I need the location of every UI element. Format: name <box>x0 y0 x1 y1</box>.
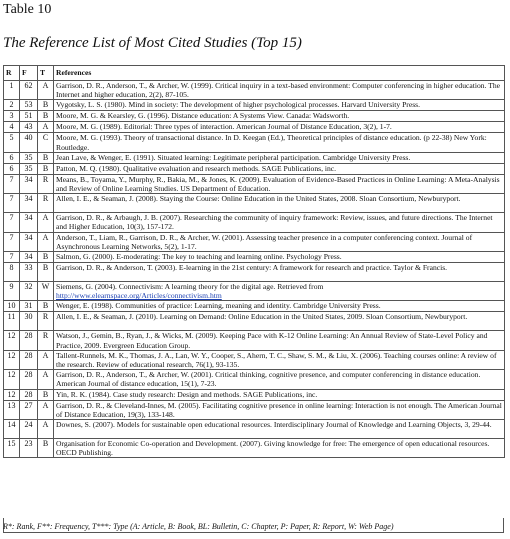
table-row <box>4 420 505 439</box>
type-cell: R <box>38 194 54 213</box>
reference-cell <box>54 331 505 350</box>
frequency-cell: 34 <box>20 252 38 263</box>
type-cell: C <box>38 133 54 152</box>
table-row <box>4 400 505 419</box>
table-number: Table 10 <box>3 2 52 17</box>
reference-text: Garrison, D. R., & Cleveland-Innes, M. (2005). Facilitating cognitive presence in online learning: Interaction is not enough. The American Journal of Distance Education, 19(3), 133-148. <box>56 400 502 419</box>
reference-cell <box>54 263 505 282</box>
reference-text: Watson, J., Gemin, B., Ryan, J., & Wicks, M. (2009). Keeping Pace with K-12 Online Learning: An Annual Review of State-Level Policy and Practice, 2009. Evergreen Education Group. <box>56 331 488 350</box>
rank-cell: 13 <box>4 400 20 419</box>
table-row <box>4 122 505 133</box>
rank-cell: 10 <box>4 301 20 312</box>
type-cell: B <box>38 263 54 282</box>
table-body <box>4 81 505 458</box>
reference-cell <box>54 350 505 369</box>
reference-cell <box>54 213 505 232</box>
reference-cell <box>54 111 505 122</box>
rank-cell: 12 <box>4 331 20 350</box>
type-cell: A <box>38 232 54 251</box>
reference-cell <box>54 282 505 301</box>
table-row <box>4 252 505 263</box>
frequency-cell: 34 <box>20 194 38 213</box>
table-row <box>4 213 505 232</box>
frequency-cell: 51 <box>20 111 38 122</box>
reference-cell <box>54 232 505 251</box>
reference-cell <box>54 194 505 213</box>
table-caption: The Reference List of Most Cited Studies (Top 15) <box>3 35 302 51</box>
frequency-cell: 23 <box>20 439 38 458</box>
rank-cell: 1 <box>4 81 20 100</box>
reference-text: Organisation for Economic Co-operation and Development. (2007). Giving knowledge for free: The emergence of open educational resources. OECD Publishing. <box>56 439 490 458</box>
table-row <box>4 389 505 400</box>
table-row <box>4 263 505 282</box>
reference-text: Vygotsky, L. S. (1980). Mind in society: The development of higher psychological processes. Harvard University Press. <box>56 100 421 110</box>
type-cell: A <box>38 420 54 439</box>
table-row <box>4 111 505 122</box>
rank-cell: 7 <box>4 174 20 193</box>
header-type: T <box>38 66 54 81</box>
rank-cell: 9 <box>4 282 20 301</box>
type-cell: B <box>38 389 54 400</box>
rank-cell: 7 <box>4 232 20 251</box>
type-cell: B <box>38 252 54 263</box>
table-row <box>4 439 505 458</box>
rank-cell: 6 <box>4 152 20 163</box>
type-cell: W <box>38 282 54 301</box>
frequency-cell: 33 <box>20 263 38 282</box>
rank-cell: 7 <box>4 252 20 263</box>
table-header-row <box>4 66 505 81</box>
frequency-cell: 24 <box>20 420 38 439</box>
reference-cell <box>54 389 505 400</box>
reference-text: Anderson, T., Liam, R., Garrison, D. R., & Archer, W. (2001). Assessing teacher presence in a computer conferencing context. Journal of Asynchronous Learning Networks, 5(2), 1-17. <box>56 232 473 251</box>
frequency-cell: 40 <box>20 133 38 152</box>
reference-text: Patton, M. Q. (1980). Qualitative evaluation and research methods. SAGE Publications, inc. <box>56 163 337 173</box>
reference-text: Moore, M. G. (1989). Editorial: Three types of interaction. American Journal of Distance Education, 3(2), 1-7. <box>56 122 392 132</box>
reference-text: Means, B., Toyama, Y., Murphy, R., Bakia, M., & Jones, K. (2009). Evaluation of Evidence-Based Practices in Online Learning: A Meta-Analysis and Review of Online Learning Studies. US Department of Education. <box>56 174 500 194</box>
type-cell: A <box>38 122 54 133</box>
reference-text: Salmon, G. (2000). E-moderating: The key to teaching and learning online. Psychology Press. <box>56 252 342 262</box>
frequency-cell: 30 <box>20 312 38 331</box>
rank-cell: 4 <box>4 122 20 133</box>
reference-text: Garrison, D. R., Anderson, T., & Archer, W. (1999). Critical inquiry in a text-based environment: Computer conferencing in higher education. The Internet and higher education, 2(2), 87-105. <box>56 81 501 100</box>
reference-text: Moore, M. G. (1993). Theory of transactional distance. In D. Keegan (Ed.), Theoretical principles of distance education. (p 22-38) New York: Routledge. <box>56 133 487 152</box>
table-row <box>4 312 505 331</box>
type-cell: A <box>38 350 54 369</box>
rank-cell: 12 <box>4 389 20 400</box>
reference-text: Garrison, D. R., & Anderson, T. (2003). E-learning in the 21st century: A framework for research and practice. Taylor & Francis. <box>56 263 448 273</box>
rank-cell: 11 <box>4 312 20 331</box>
frequency-cell: 28 <box>20 389 38 400</box>
frequency-cell: 28 <box>20 350 38 369</box>
header-references: References <box>54 66 505 81</box>
references-table <box>3 65 505 458</box>
reference-cell <box>54 312 505 331</box>
type-cell: A <box>38 81 54 100</box>
frequency-cell: 34 <box>20 174 38 193</box>
reference-cell <box>54 439 505 458</box>
frequency-cell: 34 <box>20 232 38 251</box>
reference-text: Moore, M. G. & Kearsley, G. (1996). Distance education: A Systems View. Canada: Wadsworth. <box>56 111 350 121</box>
table-row <box>4 331 505 350</box>
frequency-cell: 53 <box>20 100 38 111</box>
table-row <box>4 301 505 312</box>
type-cell: R <box>38 312 54 331</box>
table-row <box>4 232 505 251</box>
table-footnote: R*: Rank, F**: Frequency, T***: Type (A: Article, B: Book, BL: Bulletin, C: Chapter, P: Paper, R: Report, W: Web Page) <box>3 522 394 531</box>
table-row <box>4 350 505 369</box>
table-row <box>4 370 505 389</box>
reference-text: Wenger, E. (1998). Communities of practice: Learning, meaning and identity. Cambridge University Press. <box>56 301 381 311</box>
table-row <box>4 282 505 301</box>
frequency-cell: 62 <box>20 81 38 100</box>
reference-text: Tallent-Runnels, M. K., Thomas, J. A., Lan, W. Y., Cooper, S., Ahern, T. C., Shaw, S. M., & Liu, X. (2006). Teaching courses online: A review of the research. Review of educational research, 76(1), 93-135. <box>56 350 497 370</box>
reference-text: Allen, I. E., & Seaman, J. (2008). Staying the Course: Online Education in the United States, 2008. Sloan Consortium, Newburyport. <box>56 194 461 204</box>
reference-text: Garrison, D. R., & Arbaugh, J. B. (2007). Researching the community of inquiry framework: Review, issues, and future directions. The Internet and Higher Education, 10(3), 157-172. <box>56 213 493 232</box>
table-row <box>4 194 505 213</box>
type-cell: A <box>38 400 54 419</box>
reference-cell <box>54 122 505 133</box>
reference-cell <box>54 420 505 439</box>
type-cell: B <box>38 152 54 163</box>
rank-cell: 3 <box>4 111 20 122</box>
reference-cell <box>54 370 505 389</box>
table-row <box>4 174 505 193</box>
reference-cell <box>54 100 505 111</box>
type-cell: B <box>38 301 54 312</box>
type-cell: B <box>38 111 54 122</box>
type-cell: R <box>38 174 54 193</box>
frequency-cell: 34 <box>20 213 38 232</box>
table-row <box>4 152 505 163</box>
rank-cell: 12 <box>4 350 20 369</box>
reference-text: Yin, R. K. (1984). Case study research: Design and methods. SAGE Publications, inc. <box>56 389 318 399</box>
type-cell: B <box>38 100 54 111</box>
rank-cell: 12 <box>4 370 20 389</box>
frequency-cell: 27 <box>20 400 38 419</box>
type-cell: B <box>38 439 54 458</box>
type-cell: A <box>38 213 54 232</box>
reference-text: Downes, S. (2007). Models for sustainable open educational resources. Interdisciplinary Journal of Knowledge and Learning Objects, 3, 29-44. <box>56 420 492 430</box>
rank-cell: 8 <box>4 263 20 282</box>
reference-text: Allen, I. E., & Seaman, J. (2010). Learning on Demand: Online Education in the United States, 2009. Sloan Consortium, Newburyport. <box>56 312 468 322</box>
rank-cell: 7 <box>4 194 20 213</box>
rank-cell: 7 <box>4 213 20 232</box>
reference-text: Jean Lave, & Wenger, E. (1991). Situated learning: Legitimate peripheral participation. Cambridge University Press. <box>56 152 411 162</box>
reference-cell <box>54 152 505 163</box>
reference-cell <box>54 174 505 193</box>
reference-cell <box>54 301 505 312</box>
rank-cell: 6 <box>4 163 20 174</box>
frequency-cell: 35 <box>20 152 38 163</box>
header-rank: R <box>4 66 20 81</box>
reference-text: Siemens, G. (2004). Connectivism: A learning theory for the digital age. Retrieved from <box>56 282 324 292</box>
table-row <box>4 133 505 152</box>
type-cell: B <box>38 163 54 174</box>
reference-text: Garrison, D. R., Anderson, T., & Archer, W. (2001). Critical thinking, cognitive presence, and computer conferencing in distance education. American Journal of distance education, 15(1), 7-23. <box>56 370 481 389</box>
reference-cell <box>54 163 505 174</box>
frequency-cell: 28 <box>20 331 38 350</box>
rank-cell: 2 <box>4 100 20 111</box>
type-cell: R <box>38 331 54 350</box>
frequency-cell: 31 <box>20 301 38 312</box>
reference-link[interactable]: http://www.elearnspace.org/Articles/connectivism.htm <box>56 291 222 301</box>
reference-cell <box>54 133 505 152</box>
rank-cell: 5 <box>4 133 20 152</box>
frequency-cell: 35 <box>20 163 38 174</box>
reference-cell <box>54 81 505 100</box>
rank-cell: 15 <box>4 439 20 458</box>
reference-cell <box>54 252 505 263</box>
table-row <box>4 100 505 111</box>
rank-cell: 14 <box>4 420 20 439</box>
frequency-cell: 32 <box>20 282 38 301</box>
type-cell: A <box>38 370 54 389</box>
table-row <box>4 163 505 174</box>
table-row <box>4 81 505 100</box>
frequency-cell: 28 <box>20 370 38 389</box>
header-frequency: F <box>20 66 38 81</box>
frequency-cell: 43 <box>20 122 38 133</box>
reference-cell <box>54 400 505 419</box>
